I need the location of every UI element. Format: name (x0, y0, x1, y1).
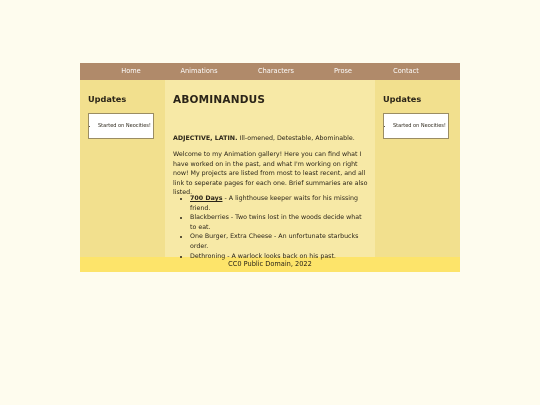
top-nav (80, 63, 460, 80)
project-item (190, 213, 369, 232)
left-sidebar (80, 80, 165, 257)
content-columns (80, 80, 460, 260)
right-sidebar-title: Updates (383, 94, 422, 104)
project-item (190, 252, 369, 262)
project-summary: - An unfortunate starbucks order. (190, 233, 359, 250)
left-updates-list (89, 123, 151, 129)
project-title: Blackberries (190, 214, 229, 222)
project-summary: - A lighthouse keeper waits for his missing friend. (190, 195, 359, 212)
definition-label: ADJECTIVE, LATIN. (173, 135, 238, 142)
right-updates-list (384, 123, 446, 129)
main-content (165, 80, 375, 260)
project-list (173, 194, 369, 261)
update-item: • Started on Neocities! (393, 123, 446, 129)
nav-characters[interactable]: Characters (258, 67, 294, 75)
left-sidebar-title: Updates (88, 94, 127, 104)
project-summary: - Two twins lost in the woods decide what to eat. (190, 214, 362, 231)
update-item: • Started on Neocities! (98, 123, 151, 129)
definition (173, 134, 369, 144)
footer: CC0 Public Domain, 2022 (80, 257, 460, 272)
page-title: ABOMINANDUS (173, 94, 266, 106)
nav-prose[interactable]: Prose (334, 67, 352, 75)
nav-animations[interactable]: Animations (180, 67, 218, 75)
left-updates-box (88, 113, 154, 139)
right-sidebar (375, 80, 460, 257)
right-updates-box (383, 113, 449, 139)
nav-home[interactable]: Home (121, 67, 141, 75)
project-item (190, 194, 369, 213)
definition-text: Ill-omened, Detestable, Abominable. (237, 135, 355, 142)
nav-contact[interactable]: Contact (393, 67, 419, 75)
page-container (80, 63, 460, 272)
project-summary: - A warlock looks back on his past. (225, 252, 336, 260)
project-item (190, 232, 369, 251)
intro-paragraph: Welcome to my Animation gallery! Here you can find what I have worked on in the past, and what I'm working on right now! My projects are listed from most to least recent, and all link to seperate pages for each one. Brief summaries are also listed. (173, 151, 368, 197)
project-title: One Burger, Extra Cheese (190, 233, 272, 241)
project-link-700-days[interactable]: 700 Days (190, 195, 223, 202)
project-title: Dethroning (190, 252, 226, 260)
